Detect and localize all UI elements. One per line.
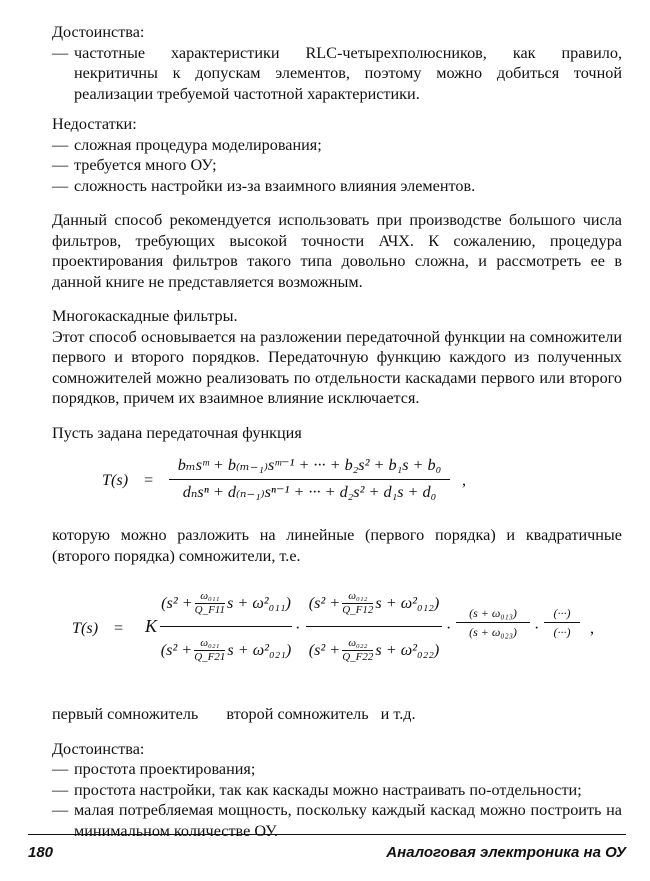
list-item-text: простота настройки, так как каскады можно настраивать по-отдельности;: [74, 780, 582, 799]
formula2-equals: =: [114, 619, 124, 637]
formula-numerator: bₘsᵐ + b₍ₘ₋₁₎sᵐ⁻¹ + ··· + b₂s² + b₁s + b₀: [177, 456, 442, 474]
list-item: [52, 780, 622, 801]
dash-marker: —: [52, 760, 69, 778]
list-item: [52, 135, 622, 156]
factor-2-numerator: [306, 580, 442, 626]
formula-fraction: [167, 455, 452, 506]
inner-fraction: [194, 637, 225, 664]
paragraph-recommendation: Данный способ рекомендуется использовать при производстве большого числа фильтров, требующих высокой точности АЧХ. К сожалению, процедура проектирования фильтров такого типа довольно сложна, и рассмотреть ее в данной книге не представляется возможным.: [52, 211, 622, 291]
list-item-text: сложность настройки из-за взаимного влияния элементов.: [74, 176, 476, 195]
formula2-gain-k: K: [145, 616, 158, 636]
factor-3-numerator: (s + ω₀₁₃): [469, 605, 517, 620]
factor-1-numerator: [160, 580, 292, 626]
factor-part: s + ω²₀₂₁): [227, 640, 292, 659]
factor-part: s + ω²₀₂₂): [375, 640, 440, 659]
formula-denominator: dₙsⁿ + d₍ₙ₋₁₎sⁿ⁻¹ + ··· + d₂s² + d₁s + d₀: [182, 483, 437, 501]
list-item-text: сложная процедура моделирования;: [74, 135, 322, 154]
inner-num: ω₀₂₁: [194, 637, 225, 651]
disadvantages-heading: Недостатки:: [52, 115, 137, 133]
list-item: [52, 759, 622, 780]
inner-den: Q_F12: [342, 603, 374, 616]
section-title: Многокаскадные фильтры.: [52, 307, 238, 325]
factor-part: s + ω²₀₁₁): [227, 593, 291, 612]
factor-part: (s² +: [160, 640, 193, 659]
section-text: Этот способ основывается на разложении передаточной функции на сомножители первого и второго порядков. Передаточную функцию каждого из полученных сомножителей можно реализовать по отдельности каскадами первого или второго порядков, причем их взаимное влияние исключается.: [52, 327, 622, 407]
running-title: Аналоговая электроника на ОУ: [386, 844, 626, 861]
formula2-comma: ,: [590, 619, 595, 637]
multiply-dot: ·: [446, 619, 452, 637]
inner-den: Q_F21: [194, 650, 226, 663]
list-item-text: частотные характеристики RLC-четырехполюсников, как правило, некритичны к допускам элементов, поэтому можно добиться точной реализации требуемой частотной характеристики.: [74, 43, 622, 103]
list-item: [52, 155, 622, 176]
factor-part: (s² +: [161, 593, 193, 612]
formula-comma: ,: [462, 471, 467, 489]
factor-3-denominator: (s + ω₀₂₃): [469, 624, 517, 639]
paragraph-factorization: которую можно разложить на линейные (первого порядка) и квадратичные (второго порядка) сомножители, т.е.: [52, 526, 622, 565]
factor-2: [306, 580, 442, 673]
label-etc: и т.д.: [380, 705, 416, 723]
multiply-dot: ·: [534, 619, 540, 637]
dash-marker: —: [52, 156, 69, 174]
factor-labels: [52, 704, 622, 725]
dash-marker: —: [52, 135, 69, 154]
inner-num: ω₀₂₂: [342, 637, 373, 651]
factor-4: [544, 604, 580, 641]
multiply-dot: ·: [295, 619, 301, 637]
label-second-factor: второй сомножитель: [226, 705, 369, 723]
list-item-text: простота проектирования;: [74, 760, 256, 778]
inner-num: ω₀₁₂: [342, 590, 373, 604]
list-item: [52, 43, 622, 105]
factor-part: s + ω²₀₁₂): [375, 593, 440, 612]
factor-4-denominator: (···): [553, 624, 571, 639]
list-item-text: требуется много ОУ;: [74, 156, 217, 174]
dash-marker: —: [52, 43, 69, 62]
formula2-lhs: T(s): [72, 619, 99, 637]
page-footer: [28, 834, 626, 861]
advantages-heading-2: Достоинства:: [52, 739, 145, 758]
formula-transfer-function: [52, 455, 622, 513]
factor-4-numerator: (···): [553, 605, 571, 620]
factor-part: (s² +: [308, 593, 341, 612]
label-first-factor: первый сомножитель: [52, 705, 199, 723]
formula-lhs: T(s): [102, 471, 129, 489]
dash-marker: —: [52, 801, 69, 819]
dash-marker: —: [52, 780, 69, 799]
advantages-heading-1: Достоинства:: [52, 23, 145, 41]
dash-marker: —: [52, 176, 69, 195]
factor-1-denominator: [160, 627, 292, 673]
formula-factored: [52, 578, 622, 690]
list-item-text: малая потребляемая мощность, поскольку каждый каскад можно построить на минимальном количестве ОУ.: [74, 801, 622, 840]
inner-fraction: [342, 590, 373, 617]
list-item: [52, 176, 622, 197]
formula-equals: =: [144, 471, 154, 489]
inner-fraction: [342, 637, 373, 664]
inner-den: Q_F22: [342, 650, 374, 663]
inner-den: Q_F11: [194, 603, 225, 616]
page-number: 180: [28, 844, 54, 861]
paragraph-intro-formula: Пусть задана передаточная функция: [52, 423, 302, 442]
factor-2-denominator: [306, 627, 442, 673]
factor-part: (s² +: [308, 640, 341, 659]
inner-num: ω₀₁₁: [195, 590, 225, 604]
page-body: [52, 22, 622, 841]
inner-fraction: [195, 590, 225, 617]
factor-3: [456, 604, 530, 641]
factor-1: [160, 580, 292, 673]
